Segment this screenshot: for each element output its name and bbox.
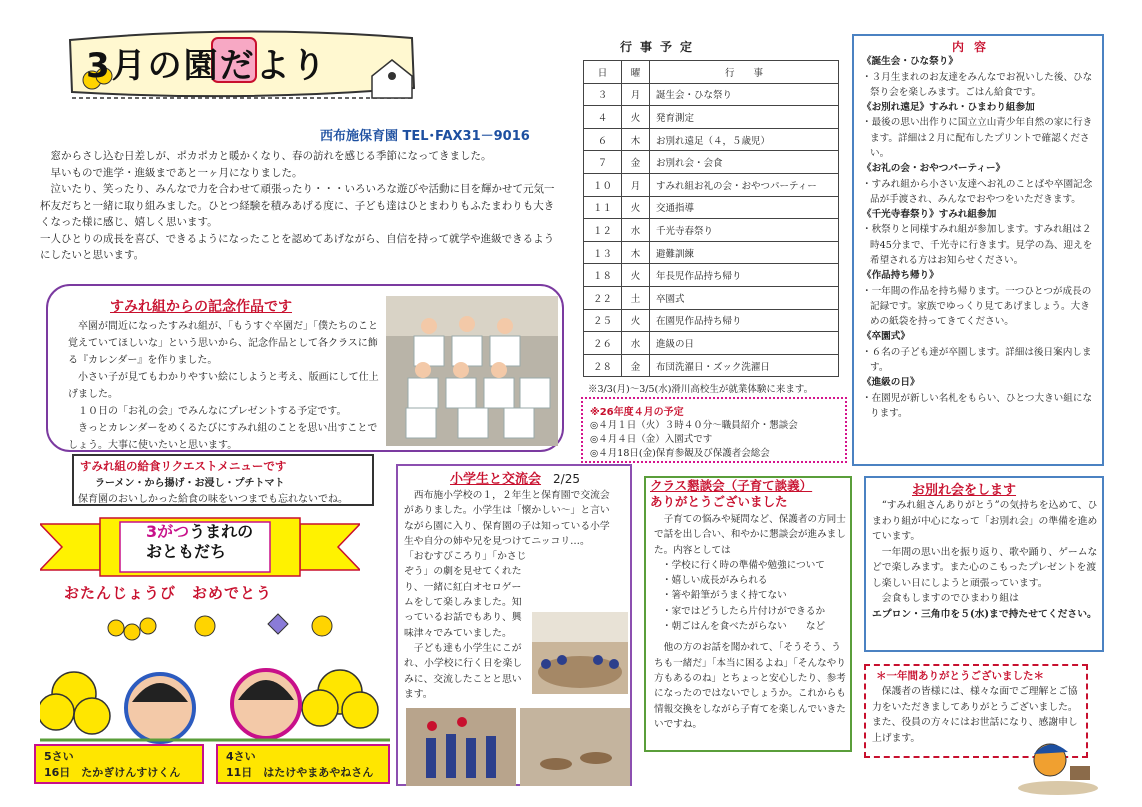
schedule-rows xyxy=(584,83,839,377)
exchange-title-text: 小学生と交流会 xyxy=(450,472,542,487)
contents-title: 内容 xyxy=(952,40,997,54)
class-meeting-item: ・嬉しい成長がみられる xyxy=(662,575,768,587)
contents-section-heading: 《作品持ち帰り》 xyxy=(862,270,939,282)
schedule-weekday: 水 xyxy=(622,219,650,242)
schedule-title: 行事予定 xyxy=(620,40,701,54)
schedule-day: ４ xyxy=(584,106,622,129)
birthday-kid-1 xyxy=(34,744,204,784)
intro-paragraph: 窓からさし込む日差しが、ポカポカと暖かくなり、春の訪れを感じる季節になってきました。 xyxy=(50,150,492,162)
request-note: 保育園のおいしかった給食の味をいつまでも忘れないでね。 xyxy=(78,494,348,505)
schedule-day: ２６ xyxy=(584,332,622,355)
exchange-title xyxy=(450,468,580,487)
schedule-day: ２５ xyxy=(584,309,622,332)
schedule-weekday: 月 xyxy=(622,83,650,106)
farewell-lunch-note: 会食もしますのでひまわり組は xyxy=(881,593,1019,604)
schedule-event: 発育測定 xyxy=(650,106,839,129)
birthday-friends: おともだち xyxy=(146,542,227,561)
birthday-kid-2 xyxy=(216,744,390,784)
contents-section-detail: ・在園児が新しい名札をもらい、ひとつ大きい組になります。 xyxy=(862,392,1093,419)
intro-paragraph: 一人ひとりの成長を喜び、できるようになったことを認めてあげながら、自信を持って就学や進級できるようにしたいと思います。 xyxy=(40,232,555,261)
schedule-event: 在園児作品持ち帰り xyxy=(650,309,839,332)
request-menu-items: ラーメン・から揚げ・お浸し・プチトマト xyxy=(95,478,285,489)
schedule-event: お別れ遠足（４，５歳児） xyxy=(650,128,839,151)
schedule-header-row xyxy=(584,61,839,84)
sumire-title: すみれ組からの記念作品です xyxy=(110,299,292,315)
schedule-row xyxy=(584,106,839,129)
birthday-month: 3がつ xyxy=(146,522,190,541)
schedule-event: すみれ組お礼の会・おやつパーティー xyxy=(650,173,839,196)
schedule-row xyxy=(584,83,839,106)
schedule-row xyxy=(584,151,839,174)
schedule-weekday: 火 xyxy=(622,309,650,332)
exchange-photo-2 xyxy=(406,708,630,786)
schedule-day: ７ xyxy=(584,151,622,174)
thanks-paragraph: 保護者の皆様には、様々な面でご理解とご協力をいただきましてありがとうございました。また、役員の方々にはお世話になり、感謝申し上げます。 xyxy=(872,686,1078,744)
schedule-event: 避難訓練 xyxy=(650,241,839,264)
birthday-heading xyxy=(146,522,253,562)
schedule-weekday: 木 xyxy=(622,128,650,151)
contents-section-heading: 《お別れ遠足》すみれ・ひまわり組参加 xyxy=(862,101,1035,113)
intro-paragraph: 泣いたり、笑ったり、みんなで力を合わせて頑張ったり・・・いろいろな遊びや活動に目を輝かせて元気一杯友だちと一緒に取り組みました。ひとつ経験を積みあげる度に、子ども達はひとまわりもふたまわりも大きくなった様に感じ、嬉しく思います。 xyxy=(40,183,555,228)
exchange-photo-1 xyxy=(532,612,628,694)
april-plan-item: ◎４月１日（火）３時４０分～職員紹介・懇談会 xyxy=(590,420,798,431)
schedule-day: ２８ xyxy=(584,354,622,377)
contents-section-detail: ・６名の子ども達が卒園します。詳細は後日案内します。 xyxy=(862,346,1092,373)
contents-section-heading: 《進級の日》 xyxy=(862,377,920,389)
sumire-body xyxy=(68,318,386,454)
farewell-body xyxy=(872,498,1098,622)
schedule-day: ２２ xyxy=(584,286,622,309)
schedule-row xyxy=(584,332,839,355)
schedule-day: ６ xyxy=(584,128,622,151)
class-meeting-list xyxy=(654,558,848,634)
schedule-event: 布団洗濯日・ズック洗濯日 xyxy=(650,354,839,377)
contents-section-detail: ・３月生まれのお友達をみんなでお祝いした後、ひな祭り会を楽しみます。ごはん給食です。 xyxy=(862,71,1093,98)
class-meeting-item: ・朝ごはんを食べたがらない など xyxy=(662,621,826,633)
class-meeting-title xyxy=(650,478,812,510)
schedule-event: 年長児作品持ち帰り xyxy=(650,264,839,287)
schedule-day: ３ xyxy=(584,83,622,106)
newsletter-title: 3月の園だより xyxy=(86,46,328,86)
farewell-title: お別れ会をします xyxy=(912,483,1017,498)
kid-age: 4さい xyxy=(226,750,256,763)
schedule-header-day: 日 xyxy=(584,61,622,84)
class-meeting-item: ・家ではどうしたら片付けができるか xyxy=(662,605,826,617)
class-meeting-outro: 他の方のお話を聞かれて、「そうそう、うちも一緒だ」「本当に困るよね」「そんなやり方もあるのね」とちょっと安心したり、参考になったのではないでしょうか。これからも情報交換をしながら子育てを楽しんでいきたいですね。 xyxy=(654,642,846,730)
contents-section-heading: 《卒園式》 xyxy=(862,331,910,343)
april-plan-title: ※26年度４月の予定 xyxy=(590,407,684,418)
schedule-weekday: 水 xyxy=(622,332,650,355)
april-plan-item: ◎４月４日（金）入園式です xyxy=(590,434,713,445)
farewell-paragraph: 一年間の思い出を振り返り、歌や踊り、ゲームなどで楽しみます。また心のこもったプレゼントを渡し楽しい日にしようと頑張っています。 xyxy=(872,546,1098,589)
schedule-event: 卒園式 xyxy=(650,286,839,309)
school-contact: 西布施保育園 TEL･FAX31－9016 xyxy=(320,129,530,144)
request-title: すみれ組の給食リクエストメニューです xyxy=(80,459,287,473)
contents-section-heading: 《誕生会・ひな祭り》 xyxy=(862,56,958,67)
intro-text xyxy=(40,148,560,264)
april-plan-list xyxy=(590,419,798,461)
sumire-paragraph: きっとカレンダーをめくるたびにすみれ組のことを思い出すことでしょう。大事に使いたいと思います。 xyxy=(68,423,378,451)
schedule-row xyxy=(584,286,839,309)
kid-age: 5さい xyxy=(44,750,74,763)
schedule-weekday: 木 xyxy=(622,241,650,264)
class-meeting-body xyxy=(654,512,848,732)
schedule-header-weekday: 曜 xyxy=(622,61,650,84)
contents-body xyxy=(862,54,1098,421)
schedule-row xyxy=(584,196,839,219)
birthday-congrats: おたんじょうび おめでとう xyxy=(64,584,273,602)
schedule-day: １０ xyxy=(584,173,622,196)
thanks-title: ＊一年間ありがとうございました＊ xyxy=(876,670,1044,682)
schedule-event: お別れ会・会食 xyxy=(650,151,839,174)
exchange-paragraph: 子ども達も小学生にこがれ、小学校に行く日を楽しみに、交流したことと思います。 xyxy=(404,642,523,700)
kid-name: 16日 たかぎけんすけくん xyxy=(44,766,181,779)
birthday-flowers-art xyxy=(40,604,390,744)
schedule-weekday: 月 xyxy=(622,173,650,196)
schedule-weekday: 金 xyxy=(622,151,650,174)
schedule-row xyxy=(584,264,839,287)
schedule-row xyxy=(584,354,839,377)
kid-name: 11日 はたけやまあやねさん xyxy=(226,766,374,779)
contents-section-detail: ・最後の思い出作りに国立立山青少年自然の家に行きます。詳細は２月に配布したプリントで確認ください。 xyxy=(862,117,1093,159)
schedule-day: １２ xyxy=(584,219,622,242)
contents-section-detail: ・秋祭りと同様すみれ組が参加します。すみれ組は２時45分まで、千光寺に行きます。見学の為、迎えを希望される方はお知らせください。 xyxy=(862,224,1093,266)
april-plan-item: ◎４月18日(金)保育参観及び保護者会総会 xyxy=(590,448,770,459)
exchange-paragraph: 西布施小学校の１，２年生と保育園で交流会がありました。小学生は「懐かしい～」と言いながら園に入り、保育園の子は知っている小学生や自分の姉や兄を見つけてニッコリ…。 xyxy=(404,490,610,547)
schedule-note: ※3/3(月)～3/5(水)滑川高校生が就業体験に来ます。 xyxy=(588,384,814,395)
schedule-event: 誕生会・ひな祭り xyxy=(650,83,839,106)
schedule-day: １３ xyxy=(584,241,622,264)
schedule-row xyxy=(584,173,839,196)
class-meeting-title-2: ありがとうございました xyxy=(650,494,788,509)
class-meeting-title-1: クラス懇談会（子育て談義） xyxy=(650,478,813,493)
schedule-table xyxy=(583,60,839,377)
schedule-day: １１ xyxy=(584,196,622,219)
schedule-day: １８ xyxy=(584,264,622,287)
contents-section-detail: ・すみれ組から小さい友達へお礼のことばや卒園記念品が手渡され、みんなでおやつをいただきます。 xyxy=(862,178,1093,205)
schedule-weekday: 火 xyxy=(622,196,650,219)
farewell-paragraph: “すみれ組さんありがとう”の気持ちを込めて、ひまわり組が中心になって「お別れ会」の準備を進めています。 xyxy=(872,500,1098,542)
sumire-paragraph: １０日の「お礼の会」でみんなにプレゼントする予定です。 xyxy=(78,406,347,417)
exchange-paragraph: 「おむすびころり」「かさじぞう」の劇を見せてくれたり、一緒に紅白オセロゲームをして楽しみました。知っているお話でもあり、興味津々でみていました。 xyxy=(404,551,527,639)
schedule-event: 千光寺春祭り xyxy=(650,219,839,242)
farewell-lunch-items-text: エプロン・三角巾を５(水)まで持たせてください。 xyxy=(872,608,1097,620)
schedule-row xyxy=(584,309,839,332)
contents-section-heading: 《千光寺春祭り》すみれ組参加 xyxy=(862,208,997,220)
exchange-date: 2/25 xyxy=(553,472,580,486)
schedule-row xyxy=(584,128,839,151)
schedule-row xyxy=(584,219,839,242)
schedule-weekday: 金 xyxy=(622,354,650,377)
class-meeting-intro: 子育ての悩みや疑問など、保護者の方同士で話を出し合い、和やかに懇談会が進みました。内容としては xyxy=(654,514,846,556)
schedule-event: 進級の日 xyxy=(650,332,839,355)
schedule-weekday: 土 xyxy=(622,286,650,309)
sumire-paragraph: 小さい子が見てもわかりやすい絵にしようと考え、版画にして仕上げました。 xyxy=(68,372,379,400)
farewell-lunch-items xyxy=(872,607,1098,623)
schedule-event: 交通指導 xyxy=(650,196,839,219)
schedule-row xyxy=(584,241,839,264)
schedule-header-event: 行 事 xyxy=(650,61,839,84)
mascot-illustration xyxy=(1010,730,1106,796)
birthday-born: うまれの xyxy=(189,522,254,541)
sumire-paragraph: 卒園が間近になったすみれ組が、「もうすぐ卒園だ」「僕たちのこと覚えていてほしいな」という思いから、記念作品として各クラスに飾る『カレンダー』を作りました。 xyxy=(68,321,378,366)
contents-section-heading: 《お礼の会・おやつパーティー》 xyxy=(862,163,1006,175)
intro-paragraph: 早いもので進学・進級まであと一ヶ月になりました。 xyxy=(50,166,303,179)
contents-section-detail: ・一年間の作品を持ち帰ります。一つひとつが成長の記録です。家族でゆっくり見てあげましょう。大きめの紙袋を持ってきてください。 xyxy=(862,285,1092,327)
schedule-weekday: 火 xyxy=(622,264,650,287)
class-meeting-item: ・学校に行く時の準備や勉強について xyxy=(662,559,825,571)
calendar-photo xyxy=(386,296,558,446)
class-meeting-item: ・箸や鉛筆がうまく持てない xyxy=(662,590,787,602)
schedule-weekday: 火 xyxy=(622,106,650,129)
